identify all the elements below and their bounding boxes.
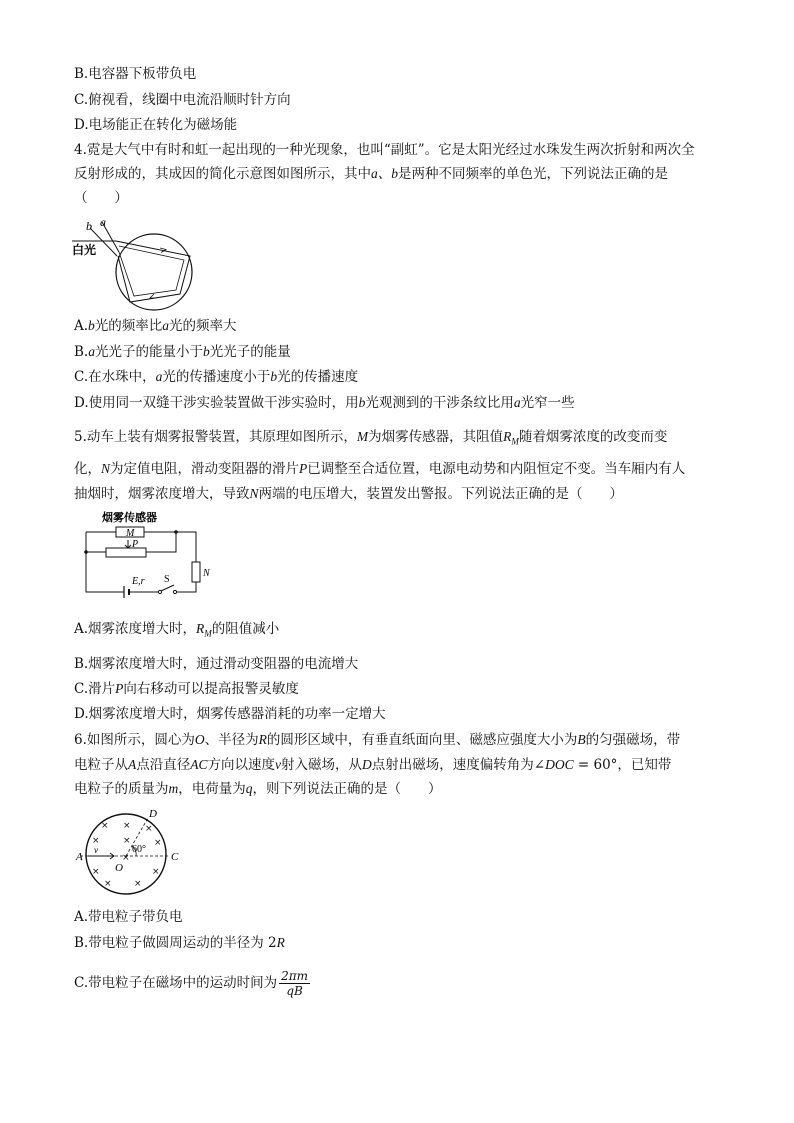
field-into-page-icon: × <box>92 867 100 877</box>
field-into-page-icon: × <box>92 836 100 846</box>
field-marks <box>92 821 162 889</box>
fraction-2pim-over-qb: $\frac{2\pi m}{qB}$ <box>281 969 309 998</box>
label-m: M <box>126 528 135 539</box>
q4-option-c: C.在水珠中，a光的传播速度小于b光的传播速度 <box>74 369 359 385</box>
label-angle: 60° <box>132 844 146 855</box>
q3-option-b: B.电容器下板带负电 <box>74 66 197 82</box>
q6-magnetic-field-figure <box>74 804 184 900</box>
q3-option-d: D.电场能正在转化为磁场能 <box>74 117 238 133</box>
field-into-page-icon: × <box>154 838 162 848</box>
arrow-icon <box>150 294 156 298</box>
field-into-page-icon: × <box>123 836 131 846</box>
label-n: N <box>203 568 210 579</box>
q5-stem-line1: 5.动车上装有烟雾报警装置，其原理如图所示，M为烟雾传感器，其阻值$R_M$随着烟雾浓度的改变而变 <box>74 429 668 447</box>
field-into-page-icon: × <box>101 821 109 831</box>
field-into-page-icon: × <box>145 824 153 834</box>
q3-option-c: C.俯视看，线圈中电流沿顺时针方向 <box>74 92 291 108</box>
q5-option-a: A.烟雾浓度增大时，$R_M$的阻值减小 <box>74 621 280 639</box>
label-a: A <box>76 851 83 863</box>
wire <box>176 582 196 592</box>
q5-option-d: D.烟雾浓度增大时，烟雾传感器消耗的功率一定增大 <box>74 706 386 722</box>
label-emf: E,r <box>132 576 145 587</box>
q6-option-a: A.带电粒子带负电 <box>74 909 183 925</box>
q4-rainbow-figure <box>72 216 202 312</box>
label-p: P <box>132 539 139 550</box>
wire <box>146 532 176 552</box>
q6-stem-line3: 电粒子的质量为m，电荷量为q，则下列说法正确的是（ ） <box>74 781 442 797</box>
wire <box>144 532 196 562</box>
field-into-page-icon: × <box>122 853 130 863</box>
junction <box>84 550 88 554</box>
label-a: a <box>100 216 106 229</box>
q5-option-b: B.烟雾浓度增大时，通过滑动变阻器的电流增大 <box>74 656 359 672</box>
q5-stem-line2: 化，N为定值电阻，滑动变阻器的滑片P已调整至合适位置，电源电动势和内阻恒定不变。当车厢内有人 <box>74 461 686 477</box>
q6-stem-line1: 6.如图所示，圆心为O、半径为R的圆形区域中，有垂直纸面向里、磁感应强度大小为B的匀强磁场，带 <box>74 732 681 748</box>
label-o: O <box>115 862 123 874</box>
switch-s <box>161 585 174 591</box>
label-white-light: 白光 <box>72 243 97 257</box>
ray-path-inner <box>119 246 184 296</box>
field-into-page-icon: × <box>152 867 160 877</box>
smoke-sensor-label: 烟雾传感器 <box>102 511 157 524</box>
q4-stem-line3: （ ） <box>74 190 128 206</box>
switch-contact <box>173 590 176 593</box>
resistor-n <box>192 562 200 582</box>
label-v: v <box>94 845 98 855</box>
rheostat <box>106 548 146 557</box>
label-d: D <box>149 808 157 820</box>
q5-option-c: C.滑片P向右移动可以提高报警灵敏度 <box>74 681 299 697</box>
q4-option-b: B.a光光子的能量小于b光光子的能量 <box>74 344 291 360</box>
q5-stem-line3: 抽烟时，烟雾浓度增大，导致N两端的电压增大，装置发出警报。下列说法正确的是（ ） <box>74 486 624 502</box>
wire <box>86 532 124 592</box>
field-into-page-icon: × <box>134 879 142 889</box>
q6-option-b: B.带电粒子做圆周运动的半径为 2R <box>74 935 285 951</box>
q6-option-c: C.带电粒子在磁场中的运动时间为 $\frac{2\pi m}{qB}$ <box>74 969 309 998</box>
field-into-page-icon: × <box>104 879 112 889</box>
label-c: C <box>171 851 179 863</box>
q4-option-d: D.使用同一双缝干涉实验装置做干涉实验时，用b光观测到的干涉条纹比用a光窄一些 <box>74 395 575 411</box>
q4-option-a: A.b光的频率比a光的频率大 <box>74 318 237 334</box>
label-s: S <box>164 574 170 585</box>
field-into-page-icon: × <box>123 821 131 831</box>
q4-stem-line2: 反射形成的，其成因的简化示意图如图所示，其中a、b是两种不同频率的单色光，下列说法正确的是 <box>74 166 668 182</box>
q4-stem-line1: 4.霓是大气中有时和虹一起出现的一种光现象，也叫“副虹”。它是太阳光经过水珠发生两次折射和两次全 <box>74 142 695 158</box>
ray-path-outer <box>116 241 190 302</box>
q5-circuit-figure <box>76 510 216 602</box>
junction <box>174 530 178 534</box>
q6-stem-line2: 电粒子从A点沿直径AC方向以速度v射入磁场，从D点射出磁场，速度偏转角为∠DOC = 60°，已知带 <box>74 757 672 773</box>
label-b: b <box>86 219 92 233</box>
